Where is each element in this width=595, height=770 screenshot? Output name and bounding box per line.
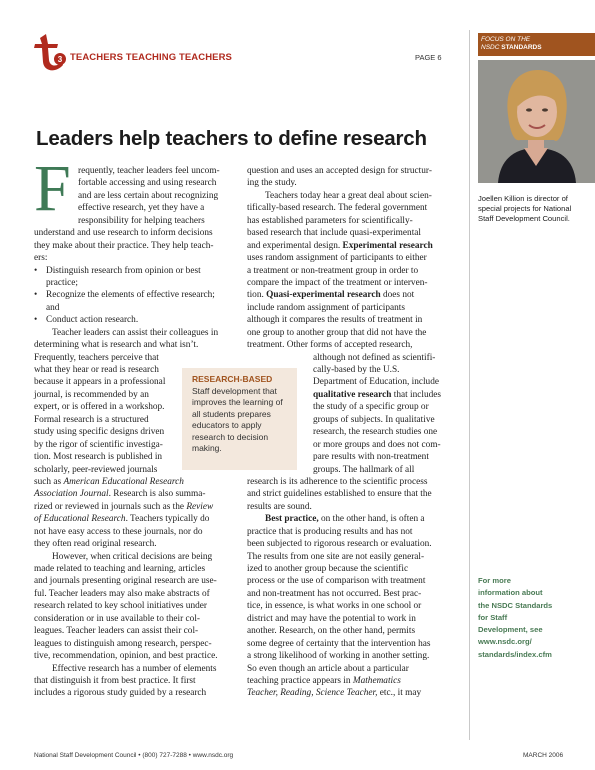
text-line: the study of a specific group or xyxy=(313,402,429,413)
text-line: research, the research studies one xyxy=(313,427,438,438)
text-line: uses random assignment of participants to either xyxy=(247,253,427,264)
text-line: tifically-based research. The federal government xyxy=(247,203,428,214)
series-logo-icon xyxy=(32,34,68,74)
text-line: • Recognize the elements of effective research; xyxy=(34,290,215,301)
text-line: qualitative research that includes xyxy=(313,389,441,400)
text-line: journal, is recommended by an xyxy=(34,389,149,400)
text-line: research related to key school initiatives under xyxy=(34,601,207,612)
text-line: research is its adherence to the scientific process xyxy=(247,476,428,487)
nsdc-standards-link-cont[interactable]: standards/index.cfm xyxy=(478,649,552,659)
pull-quote-title: RESEARCH-BASED xyxy=(192,374,273,384)
focus-standards-tag xyxy=(478,33,595,56)
drop-cap: F xyxy=(34,152,71,225)
text-line: study using specific designs driven xyxy=(34,427,165,438)
text-line: Teachers today hear a great deal about scien- xyxy=(265,190,432,201)
text-line: requently, teacher leaders feel uncom- xyxy=(78,166,220,176)
pull-quote-box xyxy=(182,368,297,470)
column-divider xyxy=(469,30,470,740)
text-line: and xyxy=(46,302,60,313)
text-line: although not defined as scientifi- xyxy=(313,352,436,363)
text-line: practice; xyxy=(46,277,78,288)
page-number: PAGE 6 xyxy=(415,53,442,62)
text-line: another. Research, on the other hand, permits xyxy=(247,626,416,637)
text-line: practice that is producing results and has not xyxy=(247,526,413,537)
text-line: consideration or in use available to their col- xyxy=(34,613,200,624)
author-caption: Joellen Killion is director of special projects for National Staff Development Council. xyxy=(478,194,572,223)
text-line: tion. Quasi-experimental research does not xyxy=(247,290,415,301)
text-line: ers: xyxy=(34,253,48,264)
text-line: tive, recommendation, opinion, and best practice. xyxy=(34,651,218,662)
text-line: ing the study. xyxy=(247,178,297,189)
text-line: not have easy access to these journals, nor do xyxy=(34,526,203,537)
text-line: tion. Most research is published in xyxy=(34,452,163,463)
more-info-box: For more information about the NSDC Standards for Staff Development, see www.nsdc.org/ standards/index.cfm xyxy=(478,575,588,661)
text-line: that distinguish it from best practice. It first xyxy=(34,675,196,686)
text-line: they make about their practice. They help teach- xyxy=(34,240,214,251)
text-line: groups. The hallmark of all xyxy=(313,464,415,475)
author-photo xyxy=(478,60,595,183)
text-line: Teacher leaders can assist their colleagues in xyxy=(52,327,219,338)
series-title: TEACHERS TEACHING TEACHERS xyxy=(70,52,232,63)
text-line: although it compares the results of treatment in xyxy=(247,315,423,326)
text-line: has established parameters for scientifically- xyxy=(247,215,413,226)
text-line: Frequently, teachers perceive that xyxy=(34,352,159,363)
text-line: treatment. Other forms of accepted research, xyxy=(247,340,413,351)
text-line: scholarly, peer-reviewed journals xyxy=(34,464,158,475)
text-line: So even though an article about a particular xyxy=(247,663,409,674)
text-line: and non-treatment has not occurred. Best prac- xyxy=(247,588,422,599)
focus-line-2: NSDC STANDARDS xyxy=(481,43,542,51)
text-line: pare results with non-treatment xyxy=(313,452,429,463)
text-line: groups of subjects. In qualitative xyxy=(313,414,435,425)
text-line: a strong likelihood of working in another setting. xyxy=(247,651,430,662)
text-line: and strict guidelines established to ensure that the xyxy=(247,489,432,500)
text-line: because it appears in a professional xyxy=(34,377,166,388)
text-line: results are sound. xyxy=(247,501,312,512)
text-line: Department of Education, include xyxy=(313,377,439,388)
text-line: include random assignment of participants xyxy=(247,302,406,313)
text-line: compare the impact of the treatment or interven- xyxy=(247,277,428,288)
logo-digit: 3 xyxy=(57,55,63,64)
text-line: Effective research has a number of elements xyxy=(52,663,217,674)
footer-contact: National Staff Development Council • (800) 727-7288 • www.nsdc.org xyxy=(34,752,234,759)
text-line: Formal research is a structured xyxy=(34,414,149,425)
text-line: by the rigor of scientific investiga- xyxy=(34,439,163,450)
text-line: process or the use of comparison with treatment xyxy=(247,576,426,587)
text-line: expert, or is offered in a workshop. xyxy=(34,402,165,413)
text-line: However, when critical decisions are being xyxy=(52,551,213,562)
text-line: made related to teaching and learning, articles xyxy=(34,564,206,574)
text-line: leagues to distinguish among research, perspec- xyxy=(34,638,212,649)
text-line: determining what is research and what isn’t. xyxy=(34,340,199,351)
text-line: what they hear or read is research xyxy=(34,365,159,375)
text-line: and are less certain about recognizing xyxy=(78,190,219,201)
text-line: of Educational Research. Teachers typically do xyxy=(34,514,210,525)
focus-line-1: FOCUS ON THE xyxy=(481,36,531,43)
text-line: tice, in essence, is what works in one school or xyxy=(247,601,422,612)
text-line: rized or reviewed in journals such as the Review xyxy=(34,501,214,512)
text-line: such as American Educational Research xyxy=(34,476,184,487)
text-line: Teacher, Reading, Science Teacher, etc., it may xyxy=(247,688,422,699)
text-line: leagues. Teacher leaders can assist their col- xyxy=(34,626,199,637)
text-line: The results from one site are not easily general- xyxy=(247,551,425,562)
text-line: been subjected to rigorous research or evaluation. xyxy=(247,539,432,550)
text-line: effective research, yet they have a xyxy=(78,203,205,214)
text-line: and journals presenting original research are use- xyxy=(34,576,217,587)
text-line: based research that include quasi-experimental xyxy=(247,228,421,239)
text-line: they often read original research. xyxy=(34,539,157,550)
text-line: cally-based by the U.S. xyxy=(313,365,400,375)
text-line: district and may have the potential to work in xyxy=(247,613,416,624)
nsdc-standards-link[interactable]: www.nsdc.org/ xyxy=(478,637,532,647)
text-line: one group to another group that did not have the xyxy=(247,327,427,338)
text-line: • Conduct action research. xyxy=(34,315,139,326)
text-line: and experimental design. Experimental research xyxy=(247,240,433,251)
text-line: ful. Teacher leaders may also make abstracts of xyxy=(34,588,210,599)
text-line: fortable accessing and using research xyxy=(78,178,217,189)
text-line: a treatment or non-treatment group in order to xyxy=(247,265,419,276)
text-line: responsibility for helping teachers xyxy=(78,215,205,226)
text-line: or more groups and does not com- xyxy=(313,439,441,450)
text-line: question and uses an accepted design for structur- xyxy=(247,166,432,176)
text-line: • Distinguish research from opinion or best xyxy=(34,265,201,276)
text-line: teaching practice appears in Mathematics xyxy=(247,675,401,686)
text-line: Association Journal. Research is also summa- xyxy=(34,489,206,500)
pull-quote-text: Staff development that improves the learning of all students prepares educators to apply research to decision making. xyxy=(192,386,283,454)
text-line: understand and use research to inform decisions xyxy=(34,228,213,239)
text-line: includes a rigorous study guided by a research xyxy=(34,688,207,699)
text-line: Best practice, on the other hand, is often a xyxy=(265,514,425,525)
article-headline: Leaders help teachers to define research xyxy=(36,127,427,150)
footer-date: MARCH 2006 xyxy=(523,752,564,759)
text-line: some degree of certainty that the intervention has xyxy=(247,638,431,649)
text-line: ized to another group because the scientific xyxy=(247,564,409,574)
